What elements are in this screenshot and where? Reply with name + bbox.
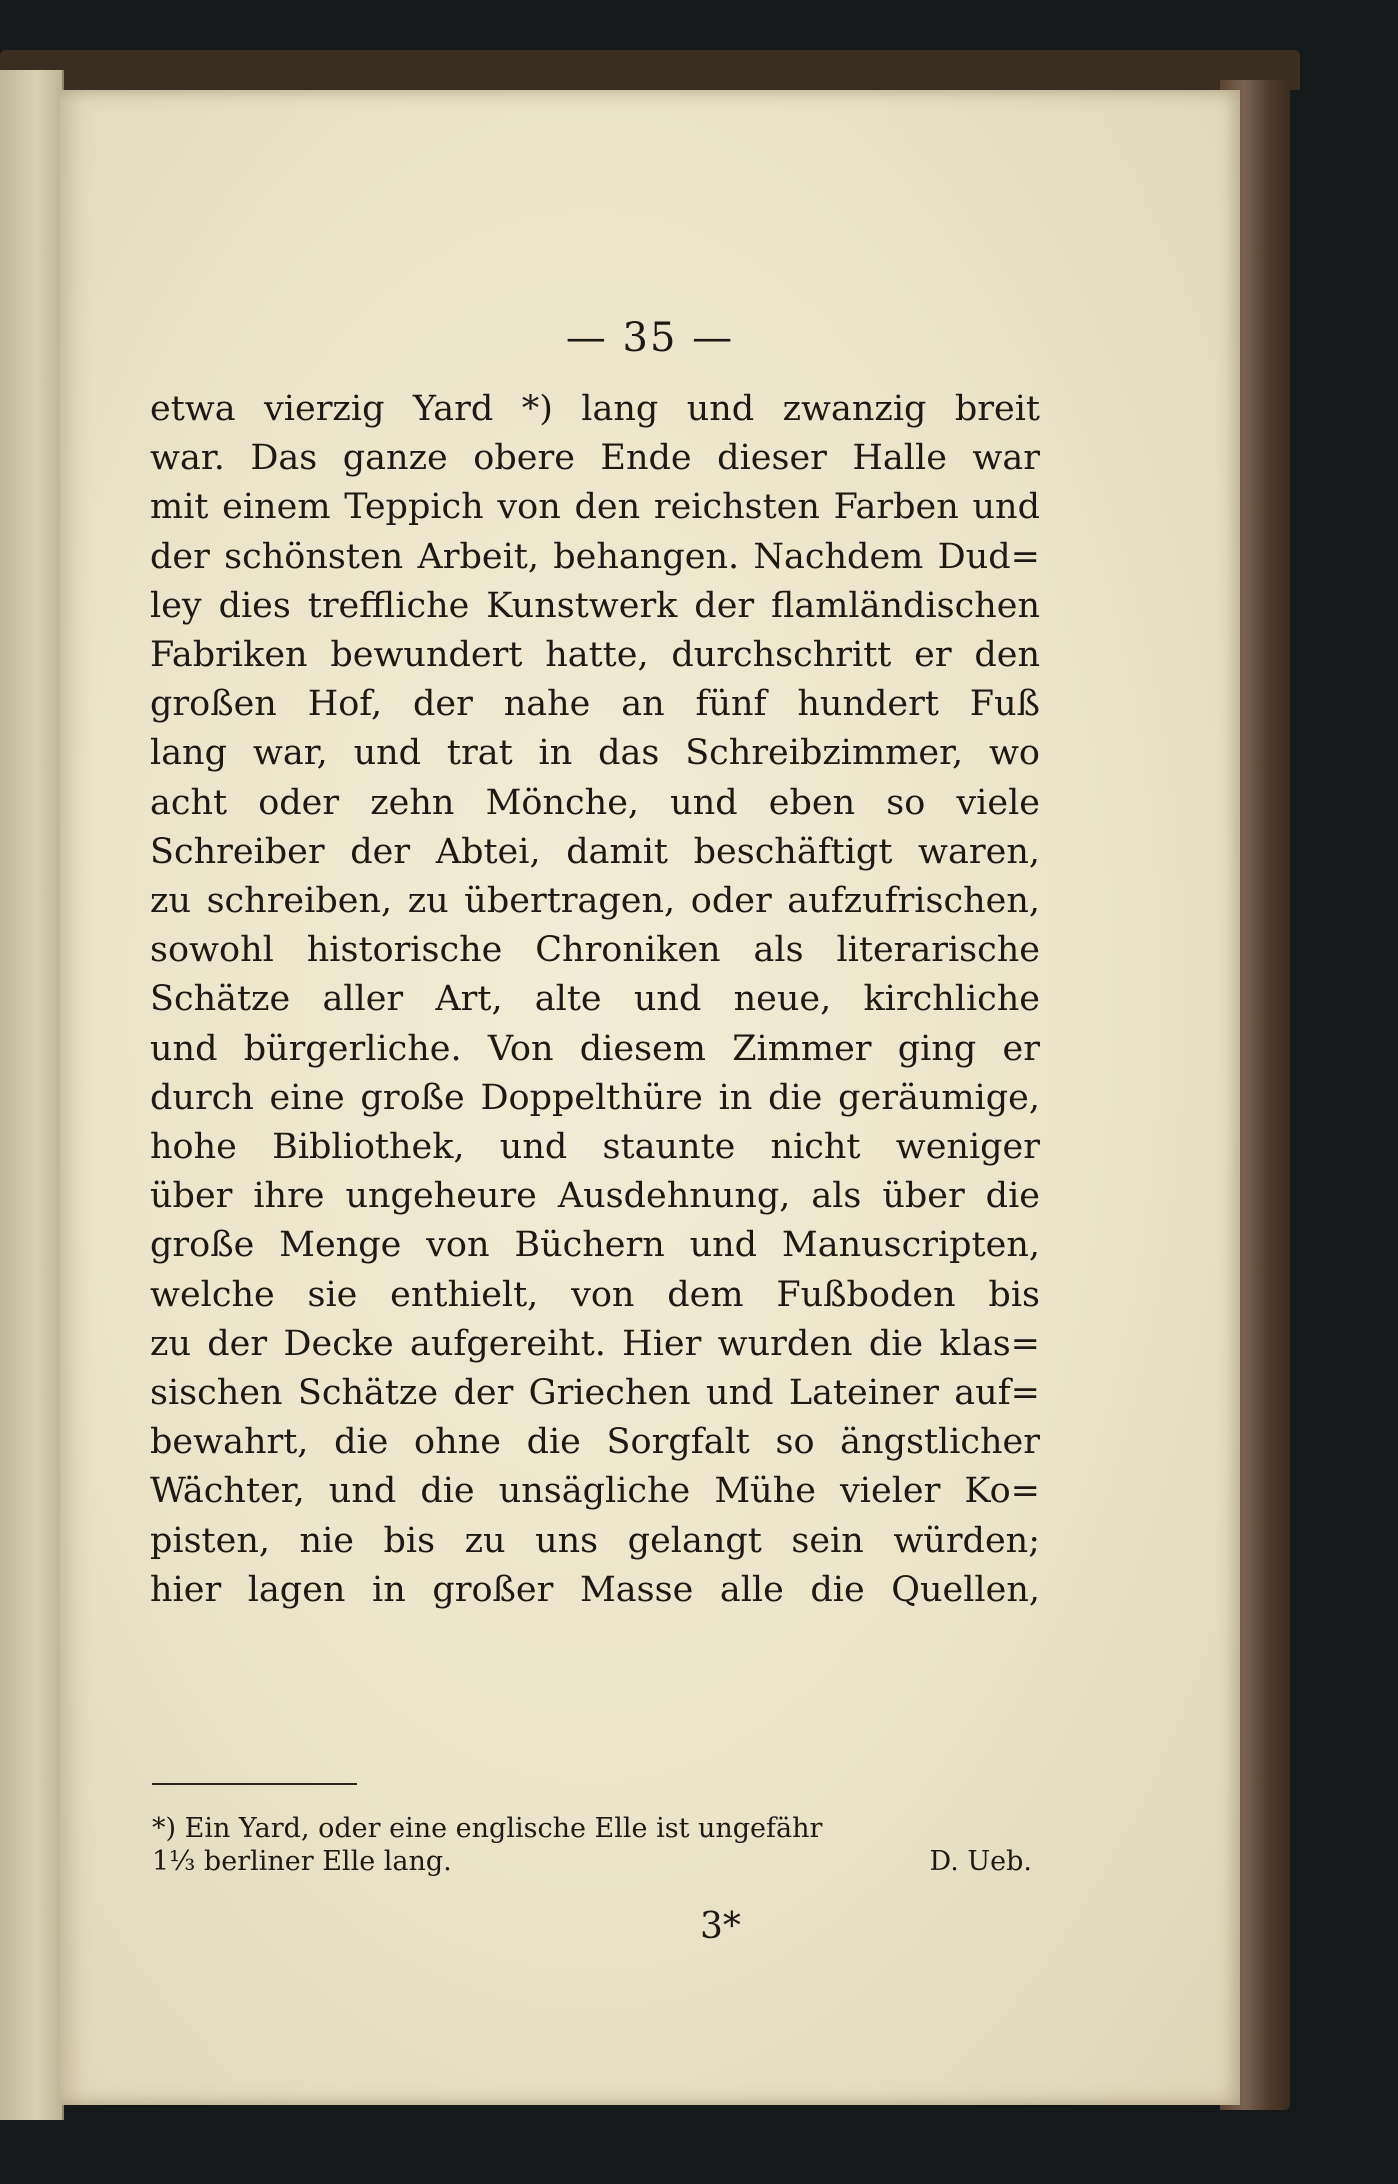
text-line: großen Hof, der nahe an fünf hundert Fuß <box>150 684 1040 725</box>
text-line: über ihre ungeheure Ausdehnung, als über die <box>150 1176 1040 1217</box>
footnote-line-with-signature <box>152 1845 1032 1878</box>
footnote-line: *) Ein Yard, oder eine englische Elle ist ungefähr <box>152 1813 823 1844</box>
footnote-line: 1⅓ berliner Elle lang. <box>152 1846 452 1877</box>
footnote <box>152 1812 1032 1878</box>
text-line: Fabriken bewundert hatte, durchschritt er den <box>150 635 1040 676</box>
text-line: zu schreiben, zu übertragen, oder aufzufrischen, <box>150 881 1040 922</box>
footnote-signature: D. Ueb. <box>929 1846 1032 1877</box>
left-page-edge <box>0 70 64 2120</box>
page-number: — 35 — <box>565 315 735 361</box>
book-page <box>60 90 1240 2105</box>
text-line: welche sie enthielt, von dem Fußboden bis <box>150 1274 1040 1315</box>
text-line: sischen Schätze der Griechen und Lateiner auf= <box>150 1373 1040 1414</box>
text-line: acht oder zehn Mönche, und eben so viele <box>150 782 1040 823</box>
text-line: durch eine große Doppelthüre in die geräumige, <box>150 1077 1040 1118</box>
text-line: war. Das ganze obere Ende dieser Halle war <box>150 438 1040 479</box>
text-line: Schätze aller Art, alte und neue, kirchliche <box>150 979 1040 1020</box>
text-line: der schönsten Arbeit, behangen. Nachdem Dud= <box>150 536 1040 577</box>
text-line: lang war, und trat in das Schreibzimmer, wo <box>150 733 1040 774</box>
text-line: pisten, nie bis zu uns gelangt sein würden; <box>150 1520 1040 1561</box>
text-line: etwa vierzig Yard *) lang und zwanzig breit <box>150 389 1040 429</box>
text-line: Wächter, und die unsägliche Mühe vieler Ko= <box>150 1471 1040 1512</box>
body-text <box>150 385 1040 1615</box>
printer-signature-mark: 3* <box>700 1906 741 1947</box>
text-line: bewahrt, die ohne die Sorgfalt so ängstlicher <box>150 1422 1040 1463</box>
text-line: Schreiber der Abtei, damit beschäftigt waren, <box>150 831 1040 872</box>
text-line: ley dies treffliche Kunstwerk der flamländischen <box>150 585 1040 626</box>
text-line: und bürgerliche. Von diesem Zimmer ging er <box>150 1028 1040 1069</box>
text-line: mit einem Teppich von den reichsten Farben und <box>150 487 1040 528</box>
text-line: sowohl historische Chroniken als literarische <box>150 930 1040 971</box>
text-line: große Menge von Büchern und Manuscripten, <box>150 1225 1040 1266</box>
footnote-rule <box>152 1783 357 1785</box>
book-cover-edge <box>0 50 1300 90</box>
text-line: hier lagen in großer Masse alle die Quellen, <box>150 1569 1040 1610</box>
text-line: hohe Bibliothek, und staunte nicht weniger <box>150 1127 1040 1168</box>
text-line: zu der Decke aufgereiht. Hier wurden die klas= <box>150 1323 1040 1364</box>
